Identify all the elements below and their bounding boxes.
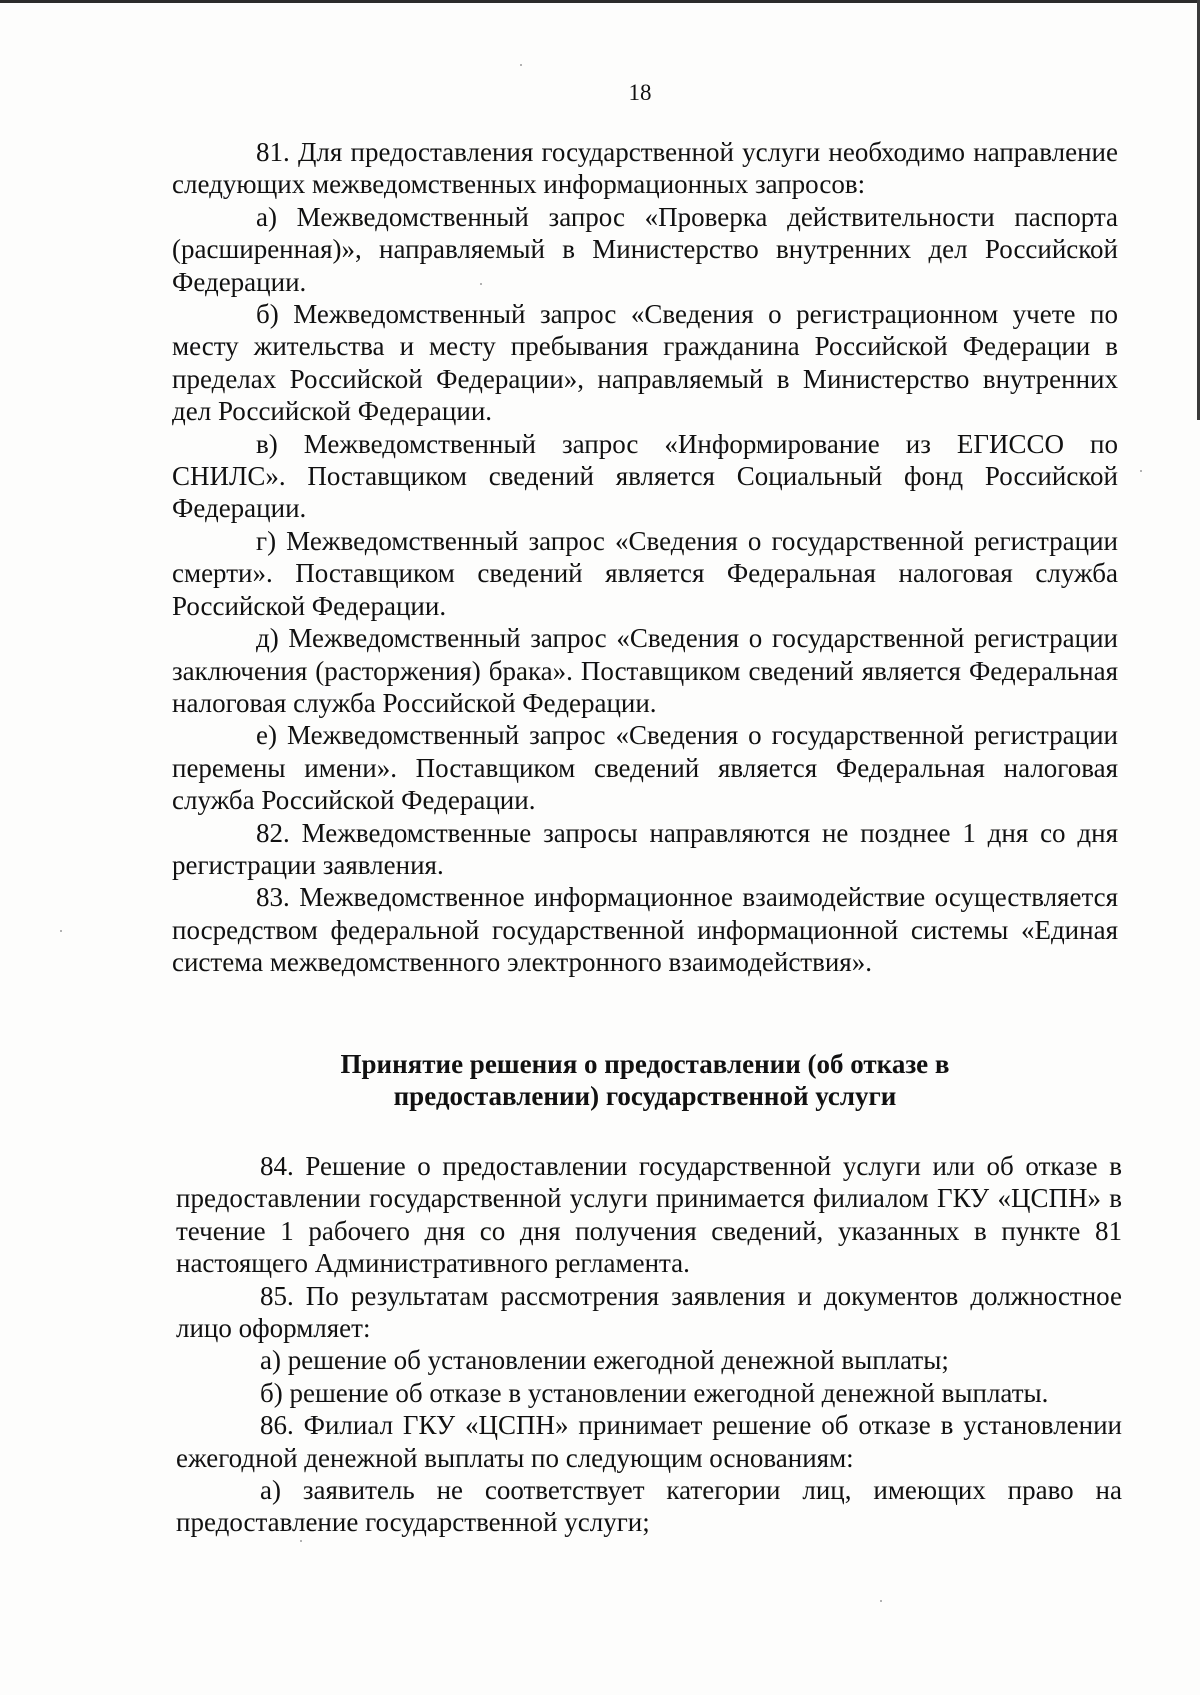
section-heading-line-2: предоставлении) государственной услуги xyxy=(393,1081,897,1112)
scan-speck xyxy=(1140,470,1142,472)
scan-speck xyxy=(300,1540,302,1542)
paragraph-81-a: а) Межведомственный запрос «Проверка действительности паспорта (расширенная)», направляемый в Министерство внутренних дел Российской Федерации. xyxy=(172,201,1118,297)
body-text-upper xyxy=(172,136,1118,979)
section-heading-line-1: Принятие решения о предоставлении (об отказе в xyxy=(340,1049,950,1079)
scan-speck xyxy=(880,1600,882,1602)
paragraph-81-v: в) Межведомственный запрос «Информирование из ЕГИССО по СНИЛС». Поставщиком сведений является Социальный фонд Российской Федерации. xyxy=(172,428,1118,524)
paragraph-85-a: а) решение об установлении ежегодной денежной выплаты; xyxy=(260,1345,949,1376)
paragraph-81-d: д) Межведомственный запрос «Сведения о государственной регистрации заключения (расторжения) брака». Поставщиком сведений является Федеральная налоговая служба Российской Федерации. xyxy=(172,623,1118,718)
paragraph-86-a: а) заявитель не соответствует категории лиц, имеющих право на предоставление государственной услуги; xyxy=(176,1475,1122,1538)
paragraph-81-e: е) Межведомственный запрос «Сведения о государственной регистрации перемены имени». Поставщиком сведений является Федеральная налоговая служба Российской Федерации. xyxy=(172,720,1118,816)
paragraph-81-g: г) Межведомственный запрос «Сведения о государственной регистрации смерти». Поставщиком сведений является Федеральная налоговая служба Российской Федерации. xyxy=(172,525,1118,621)
paragraph-85-b: б) решение об отказе в установлении ежегодной денежной выплаты. xyxy=(260,1377,1049,1408)
scan-speck xyxy=(60,930,62,932)
paragraph-82: 82. Межведомственные запросы направляются не позднее 1 дня со дня регистрации заявления. xyxy=(172,817,1118,880)
scan-speck xyxy=(480,283,482,285)
paragraph-81-b: б) Межведомственный запрос «Сведения о регистрационном учете по месту жительства и месту пребывания гражданина Российской Федерации в пределах Российской Федерации», направляемый в Министерство внутренних дел Российской Федерации. xyxy=(172,299,1118,427)
paragraph-85: 85. По результатам рассмотрения заявления и документов должностное лицо оформляет: xyxy=(176,1280,1122,1344)
scan-edge-top xyxy=(0,0,1200,3)
paragraph-83: 83. Межведомственное информационное взаимодействие осуществляется посредством федеральной государственной информационной системы «Единая система межведомственного электронного взаимодействия». xyxy=(172,882,1118,978)
body-text-lower xyxy=(176,1150,1122,1539)
paragraph-86: 86. Филиал ГКУ «ЦСПН» принимает решение об отказе в установлении ежегодной денежной выплаты по следующим основаниям: xyxy=(176,1410,1122,1473)
paragraph-81: 81. Для предоставления государственной услуги необходимо направление следующих межведомственных информационных запросов: xyxy=(172,137,1118,200)
scan-speck xyxy=(520,64,522,66)
section-heading xyxy=(172,1048,1118,1113)
paragraph-84: 84. Решение о предоставлении государственной услуги или об отказе в предоставлении государственной услуги принимается филиалом ГКУ «ЦСПН» в течение 1 рабочего дня со дня получения сведений, указанных в пункте 81 настоящего Административного регламента. xyxy=(176,1151,1122,1279)
page-number: 18 xyxy=(628,80,652,105)
